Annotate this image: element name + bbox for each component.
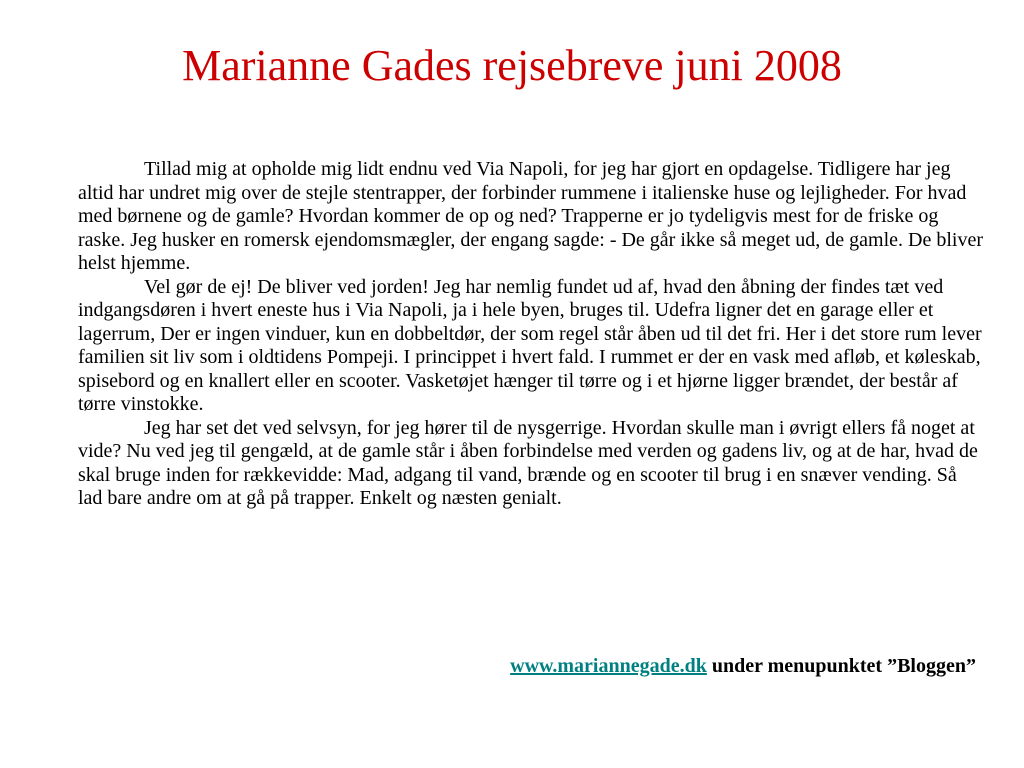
website-link[interactable]: www.mariannegade.dk: [510, 655, 707, 677]
letter-body: [78, 158, 984, 511]
footer-line: [510, 654, 976, 678]
slide-title: Marianne Gades rejsebreve juni 2008: [182, 41, 842, 90]
paragraph-2: Vel gør de ej! De bliver ved jorden! Jeg har nemlig fundet ud af, hvad den åbning der findes tæt ved indgangsdøren i hvert eneste hus i Via Napoli, ja i hele byen, bruges til. Udefra ligner det en garage eller et lagerrum, Der er ingen vinduer, kun en dobbeltdør, der som regel står åben ud til det fri. Her i det store rum lever familien sit liv som i oldtidens Pompeji. I princippet i hvert fald. I rummet er der en vask med afløb, et køleskab, spisebord og en knallert eller en scooter. Vasketøjet hænger til tørre og i et hjørne ligger brændet, der består af tørre vinstokke.: [78, 275, 982, 415]
footer-suffix: under menupunktet ”Bloggen”: [706, 655, 976, 677]
paragraph-3: Jeg har set det ved selvsyn, for jeg hører til de nysgerrige. Hvordan skulle man i øvrigt ellers få noget at vide? Nu ved jeg til gengæld, at de gamle står i åben forbindelse med verden og gadens liv, og at de har, hvad de skal bruge inden for rækkevidde: Mad, adgang til vand, brænde og en scooter til brug i en snæver vending. Så lad bare andre om at gå på trapper. Enkelt og næsten genialt.: [78, 416, 978, 509]
paragraph-1: Tillad mig at opholde mig lidt endnu ved Via Napoli, for jeg har gjort en opdagelse. Tidligere har jeg altid har undret mig over de stejle stentrapper, der forbinder rummene i italienske huse og lejligheder. For hvad med børnene og de gamle? Hvordan kommer de op og ned? Trapperne er jo tydeligvis mest for de friske og raske. Jeg husker en romersk ejendomsmægler, der engang sagde: - De går ikke så meget ud, de gamle. De bliver helst hjemme.: [78, 158, 984, 274]
